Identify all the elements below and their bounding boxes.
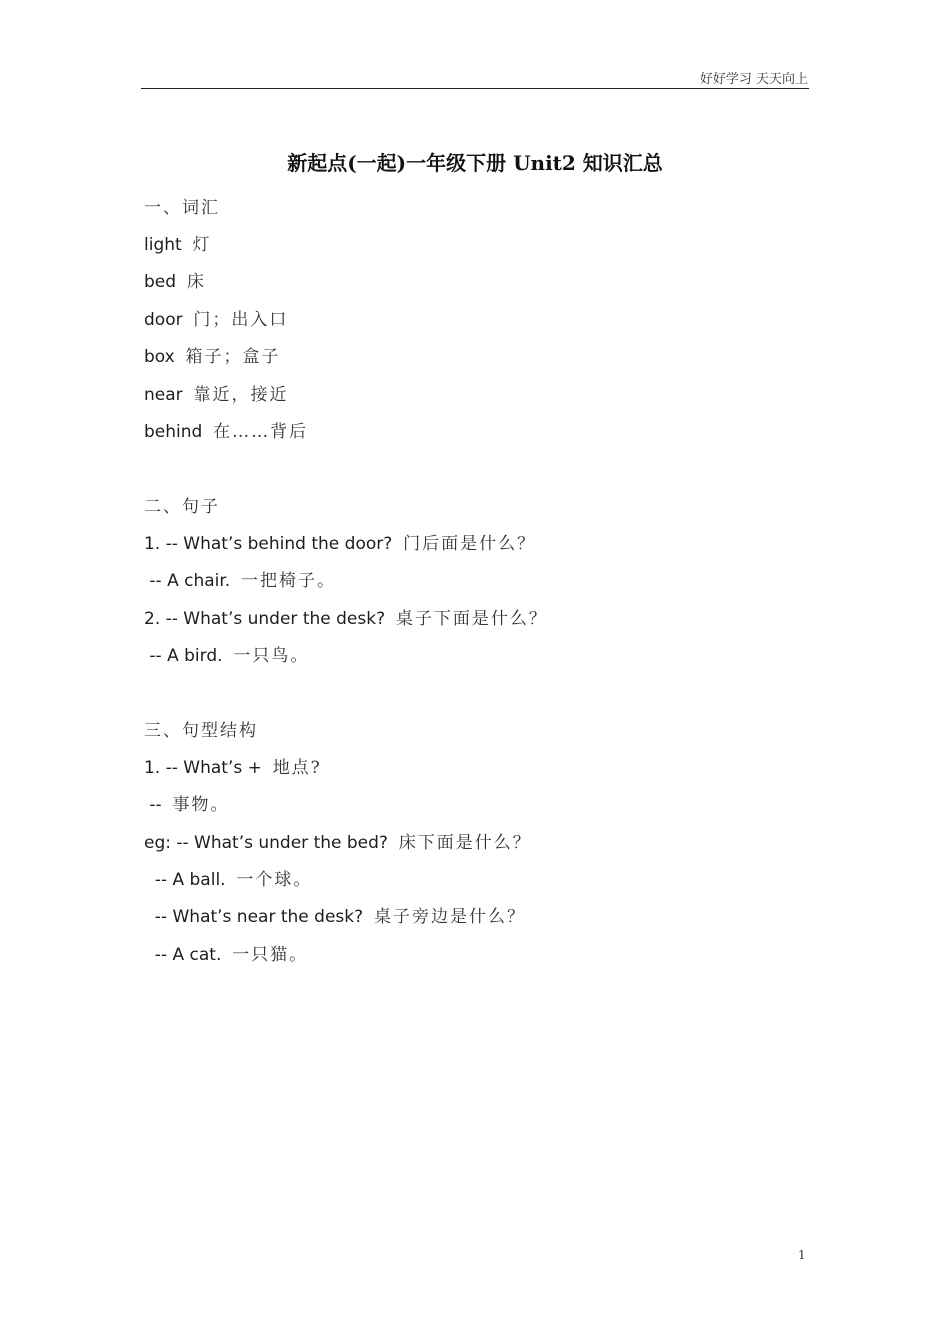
page-title: 新起点(一起)一年级下册 Unit2 知识汇总 <box>287 151 663 175</box>
vocab-word: near <box>144 385 183 405</box>
vocab-item <box>144 421 308 443</box>
vocab-item <box>144 271 206 293</box>
pattern-line <box>144 944 308 966</box>
vocab-word: bed <box>144 272 177 292</box>
pattern-en: -- What’s near the desk? <box>144 907 364 927</box>
vocab-meaning: 床 <box>186 272 206 292</box>
pattern-en: -- A cat. <box>144 945 222 965</box>
pattern-line <box>144 906 526 928</box>
vocab-item <box>144 309 288 331</box>
pattern-cn: 地点? <box>272 758 322 778</box>
section-heading-vocab: 一、词汇 <box>144 198 220 218</box>
vocab-word: light <box>144 235 182 255</box>
pattern-cn: 桌子旁边是什么？ <box>373 907 526 927</box>
section-heading-patterns: 三、句型结构 <box>144 721 258 741</box>
sentence-line <box>144 570 336 592</box>
pattern-cn: 一只猫。 <box>232 945 309 965</box>
sentence-cn: 门后面是什么？ <box>403 534 537 554</box>
pattern-en: eg: -- What’s under the bed? <box>144 833 388 853</box>
vocab-item <box>144 234 212 256</box>
sentence-cn: 桌子下面是什么？ <box>395 609 548 629</box>
sentence-line <box>144 533 536 555</box>
sentence-en: -- A bird. <box>144 646 223 666</box>
sentence-line <box>144 608 548 630</box>
pattern-line <box>144 757 322 779</box>
pattern-cn: 床下面是什么？ <box>398 833 532 853</box>
pattern-en: 1. -- What’s + <box>144 758 262 778</box>
pattern-cn: 事物。 <box>172 795 230 815</box>
page-number: 1 <box>798 1248 806 1262</box>
sentence-cn: 一把椅子。 <box>241 571 337 591</box>
vocab-item <box>144 346 281 368</box>
pattern-cn: 一个球。 <box>236 870 313 890</box>
pattern-en: -- A ball. <box>144 870 226 890</box>
sentence-en: 1. -- What’s behind the door? <box>144 534 393 554</box>
pattern-line <box>144 832 532 854</box>
vocab-item <box>144 384 288 406</box>
pattern-line <box>144 869 312 891</box>
pattern-en: -- <box>144 795 162 815</box>
sentence-cn: 一只鸟。 <box>233 646 310 666</box>
vocab-word: behind <box>144 422 203 442</box>
vocab-meaning: 靠近，接近 <box>193 385 289 405</box>
header-divider <box>141 88 809 89</box>
sentence-en: 2. -- What’s under the desk? <box>144 609 386 629</box>
section-heading-sentences: 二、句子 <box>144 497 220 517</box>
vocab-meaning: 灯 <box>192 235 212 255</box>
pattern-line <box>144 794 230 816</box>
sentence-en: -- A chair. <box>144 571 231 591</box>
vocab-word: box <box>144 347 175 367</box>
vocab-meaning: 门；出入口 <box>193 310 289 330</box>
sentence-line <box>144 645 309 667</box>
vocab-word: door <box>144 310 183 330</box>
vocab-meaning: 箱子；盒子 <box>185 347 281 367</box>
header-motto: 好好学习 天天向上 <box>699 72 808 87</box>
vocab-meaning: 在……背后 <box>213 422 309 442</box>
